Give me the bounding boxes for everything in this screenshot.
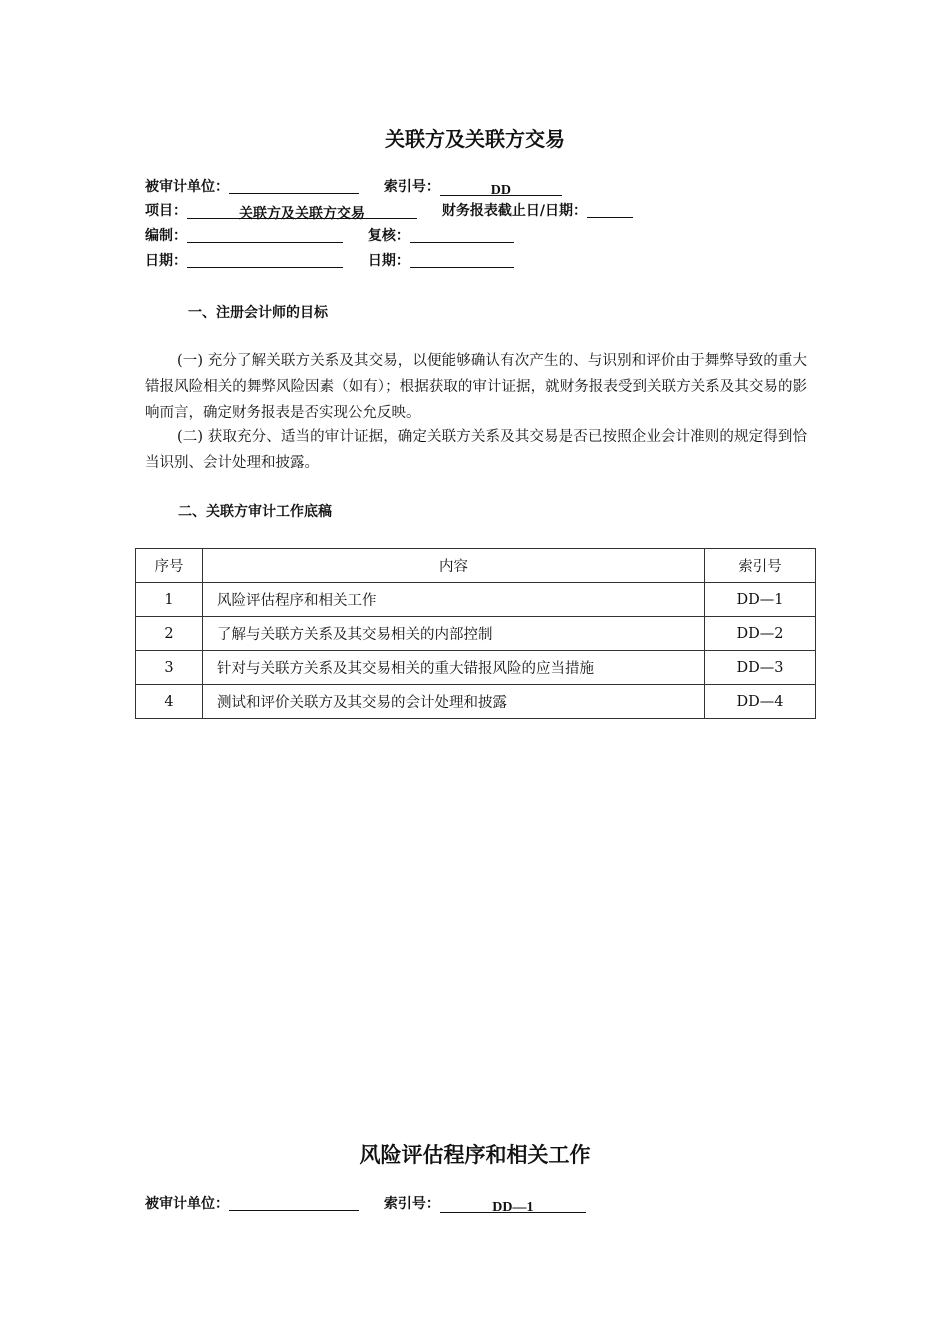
second-meta-line-auditee: [145, 1192, 586, 1216]
project-label: 项目：: [145, 203, 187, 219]
paragraph-objective-2: (二) 获取充分、适当的审计证据，确定关联方关系及其交易是否已按照企业会计准则的规定得到恰当识别、会计处理和披露。: [145, 429, 807, 471]
review-field[interactable]: [410, 226, 514, 243]
date-label: 日期：: [145, 253, 187, 269]
row-content: 针对与关联方关系及其交易相关的重大错报风险的应当措施: [203, 651, 705, 685]
period-field[interactable]: [587, 201, 633, 218]
row-index: DD—2: [705, 617, 816, 651]
second-index-label: 索引号：: [383, 1196, 440, 1212]
meta-line-date: [145, 249, 514, 273]
second-page-title: 风险评估程序和相关工作: [359, 1143, 591, 1167]
row-content: 测试和评价关联方及其交易的会计处理和披露: [203, 685, 705, 719]
prepared-label: 编制：: [145, 228, 187, 244]
table-row: [136, 583, 816, 617]
second-auditee-field[interactable]: [229, 1194, 359, 1211]
header-content: 内容: [203, 549, 705, 583]
row-index: DD—4: [705, 685, 816, 719]
table-row: [136, 685, 816, 719]
meta-line-project: [145, 199, 633, 223]
date-field-2[interactable]: [410, 251, 514, 268]
paragraph-objective-1: (一) 充分了解关联方关系及其交易，以便能够确认有次产生的、与识别和评价由于舞弊导致的重大错报风险相关的舞弊风险因素（如有）；根据获取的审计证据，就财务报表受到关联方关系及其交易的影响而言，确定财务报表是否实现公允反映。: [145, 353, 807, 421]
row-no: 1: [136, 583, 203, 617]
meta-line-prepared: [145, 224, 514, 248]
date-label-2: 日期：: [367, 253, 410, 269]
index-value: DD: [490, 183, 511, 198]
row-no: 3: [136, 651, 203, 685]
header-no: 序号: [136, 549, 203, 583]
project-field[interactable]: [187, 202, 417, 222]
row-content: 风险评估程序和相关工作: [203, 583, 705, 617]
meta-line-auditee: [145, 175, 562, 199]
prepared-field[interactable]: [187, 226, 343, 243]
row-no: 4: [136, 685, 203, 719]
review-label: 复核：: [367, 228, 410, 244]
index-field[interactable]: [440, 179, 562, 196]
section-heading-workpapers: 二、关联方审计工作底稿: [178, 504, 332, 520]
workpaper-table: [135, 548, 816, 719]
project-value: 关联方及关联方交易: [239, 206, 365, 222]
table-header-row: [136, 549, 816, 583]
second-auditee-label: 被审计单位：: [145, 1196, 229, 1212]
period-label: 财务报表截止日/日期：: [441, 203, 587, 219]
auditee-label: 被审计单位：: [145, 179, 229, 195]
table-row: [136, 617, 816, 651]
table-row: [136, 651, 816, 685]
row-index: DD—1: [705, 583, 816, 617]
row-content: 了解与关联方关系及其交易相关的内部控制: [203, 617, 705, 651]
index-label: 索引号：: [383, 179, 440, 195]
second-index-value: DD—1: [492, 1200, 534, 1215]
date-field[interactable]: [187, 251, 343, 268]
row-no: 2: [136, 617, 203, 651]
second-index-field[interactable]: [440, 1196, 586, 1213]
page-title: 关联方及关联方交易: [385, 127, 565, 151]
auditee-field[interactable]: [229, 177, 359, 194]
header-index: 索引号: [705, 549, 816, 583]
row-index: DD—3: [705, 651, 816, 685]
section-heading-objectives: 一、注册会计师的目标: [188, 305, 328, 321]
